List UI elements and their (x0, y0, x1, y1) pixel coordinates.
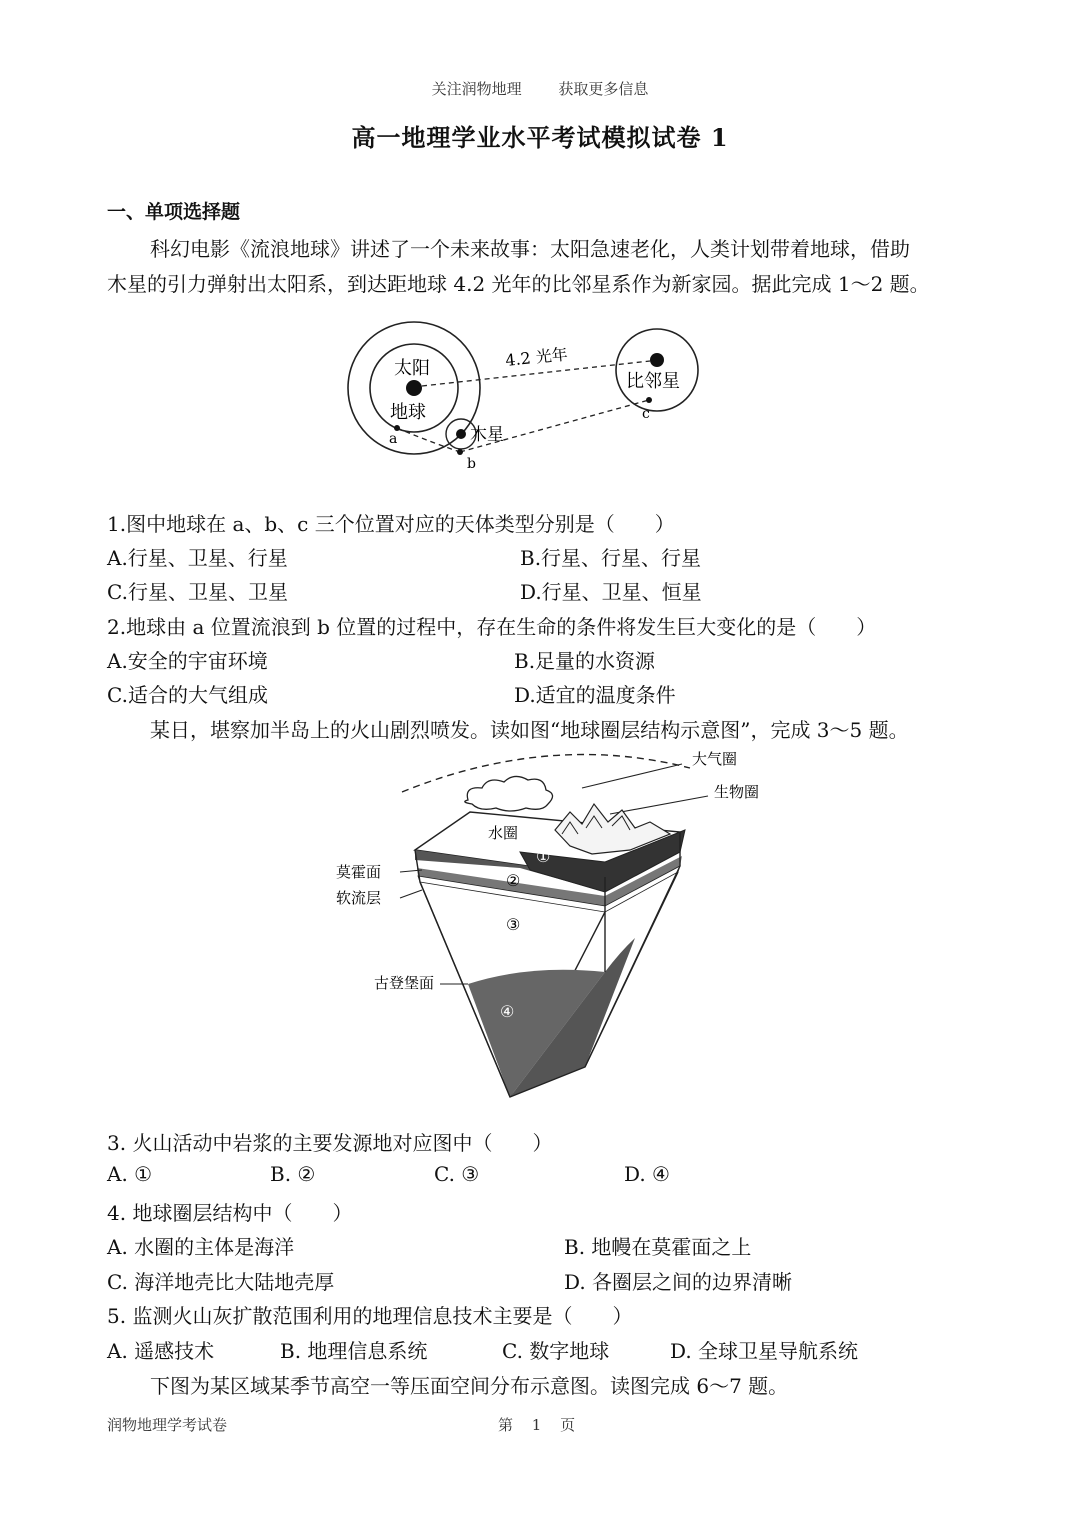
q1-stem: 1.图中地球在 a、b、c 三个位置对应的天体类型分别是（ ） (107, 512, 675, 536)
q5-stem: 5. 监测火山灰扩散范围利用的地理信息技术主要是（ ） (107, 1304, 633, 1328)
label-b: b (467, 456, 476, 472)
q4-option-a: A. 水圈的主体是海洋 (107, 1235, 295, 1259)
q3-option-b: B. ② (270, 1162, 316, 1186)
q4-option-b: B. 地幔在莫霍面之上 (564, 1235, 752, 1259)
q4-stem: 4. 地球圈层结构中（ ） (107, 1201, 353, 1225)
section-heading: 一、单项选择题 (107, 201, 241, 223)
q2-option-a: A.安全的宇宙环境 (107, 649, 268, 673)
label-n4: ④ (500, 1002, 515, 1021)
label-earth: 地球 (390, 402, 426, 423)
q3-option-a: A. ① (107, 1162, 153, 1186)
label-a: a (389, 431, 398, 447)
q2-stem: 2.地球由 a 位置流浪到 b 位置的过程中，存在生命的条件将发生巨大变化的是（ ） (107, 615, 877, 639)
q2-option-b: B.足量的水资源 (514, 649, 656, 673)
q3-option-c: C. ③ (434, 1162, 480, 1186)
label-distance: 4.2 光年 (504, 344, 569, 370)
q5-option-c: C. 数字地球 (502, 1339, 610, 1363)
q1-option-d: D.行星、卫星、恒星 (520, 580, 702, 604)
q5-option-b: B. 地理信息系统 (280, 1339, 428, 1363)
label-c: c (642, 406, 650, 422)
label-n2: ② (506, 871, 521, 890)
jupiter-dot (456, 429, 466, 439)
proxima-dot (650, 353, 664, 367)
label-moho: 莫霍面 (336, 863, 382, 881)
exam-title: 高一地理学业水平考试模拟试卷 1 (351, 123, 729, 152)
header-right: 获取更多信息 (558, 80, 649, 98)
label-n1: ① (536, 847, 551, 866)
page-header (0, 78, 1080, 99)
q1-option-b: B.行星、行星、行星 (520, 546, 702, 570)
cloud (465, 776, 553, 811)
label-gutenberg: 古登堡面 (374, 974, 435, 992)
q5-option-d: D. 全球卫星导航系统 (670, 1339, 859, 1363)
q5-option-a: A. 遥感技术 (107, 1339, 215, 1363)
q2-option-d: D.适宜的温度条件 (514, 683, 676, 707)
biosphere-leader (610, 796, 708, 814)
intro3: 下图为某区域某季节高空一等压面空间分布示意图。读图完成 6～7 题。 (150, 1374, 789, 1398)
q3-option-d: D. ④ (624, 1162, 670, 1186)
label-atmosphere: 大气圈 (692, 750, 738, 768)
atmosphere-leader (582, 764, 682, 788)
label-biosphere: 生物圈 (714, 783, 760, 801)
footer-page-suffix: 页 (560, 1416, 576, 1434)
header-left: 关注润物地理 (431, 80, 522, 98)
intro1-line2: 木星的引力弹射出太阳系，到达距地球 4.2 光年的比邻星系作为新家园。据此完成 1～2 题。 (107, 272, 930, 296)
q2-option-c: C.适合的大气组成 (107, 683, 268, 707)
q4-option-d: D. 各圈层之间的边界清晰 (564, 1270, 793, 1294)
point-c-dot (646, 397, 652, 403)
point-b-dot (457, 449, 463, 455)
intro2: 某日，堪察加半岛上的火山剧烈喷发。读如图“地球圈层结构示意图”，完成 3～5 题。 (150, 718, 909, 742)
orbit-diagram (330, 310, 720, 480)
footer-page-number: 1 (531, 1416, 542, 1434)
footer-page-prefix: 第 (498, 1416, 514, 1434)
footer-left: 润物地理学考试卷 (107, 1416, 228, 1434)
footer-page (498, 1414, 575, 1435)
intro1-line1: 科幻电影《流浪地球》讲述了一个未来故事：太阳急速老化，人类计划带着地球，借助 (150, 237, 910, 261)
q4-option-c: C. 海洋地壳比大陆地壳厚 (107, 1270, 335, 1294)
sun-dot (406, 380, 422, 396)
label-n3: ③ (506, 915, 521, 934)
proxima-orbit (616, 329, 698, 411)
label-asthenosphere: 软流层 (336, 889, 382, 907)
q1-option-a: A.行星、卫星、行星 (107, 546, 288, 570)
q3-stem: 3. 火山活动中岩浆的主要发源地对应图中（ ） (107, 1131, 553, 1155)
label-sun: 太阳 (394, 358, 430, 379)
q1-option-c: C.行星、卫星、卫星 (107, 580, 288, 604)
asthenosphere-leader (400, 890, 422, 898)
path-a-b (397, 428, 460, 452)
earth-structure-diagram (330, 742, 780, 1112)
label-jupiter: 木星 (470, 425, 504, 445)
label-hydrosphere: 水圈 (488, 824, 519, 842)
atmosphere-arc (402, 755, 690, 793)
label-proxima: 比邻星 (626, 371, 680, 392)
